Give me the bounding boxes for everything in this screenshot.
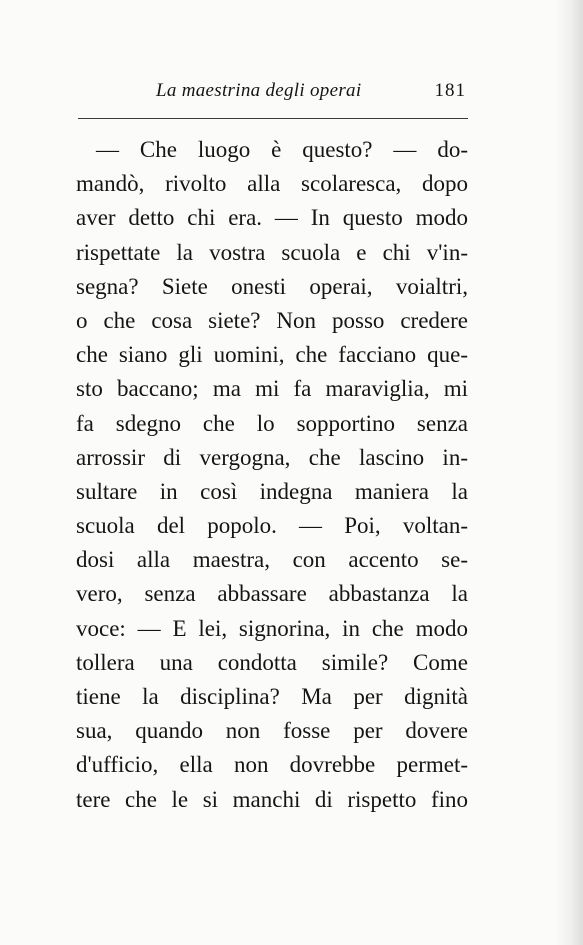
- text-line: che siano gli uomini, che facciano que-: [76, 342, 468, 368]
- text-line: segna? Siete onesti operai, voialtri,: [76, 273, 468, 299]
- running-title: La maestrina degli operai: [156, 80, 362, 101]
- text-line: sto baccano; ma mi fa maraviglia, mi: [76, 376, 468, 402]
- page-header: [78, 80, 466, 108]
- text-line: sua, quando non fosse per dovere: [76, 718, 468, 744]
- page-edge-shadow: [555, 0, 583, 945]
- text-line: fa sdegno che lo sopportino senza: [76, 410, 468, 436]
- page-number: 181: [434, 80, 466, 101]
- header-rule: [78, 118, 468, 119]
- text-line: vero, senza abbassare abbastanza la: [76, 581, 468, 607]
- text-line: tollera una condotta simile? Come: [76, 649, 468, 675]
- text-line: tere che le si manchi di rispetto fino: [76, 786, 468, 812]
- text-line: tiene la disciplina? Ma per dignità: [76, 684, 468, 709]
- text-line: aver detto chi era. — In questo modo: [76, 205, 468, 231]
- text-line: scuola del popolo. — Poi, voltan-: [76, 513, 468, 539]
- text-line: arrossir di vergogna, che lascino in-: [76, 444, 468, 470]
- text-line: sultare in così indegna maniera la: [76, 478, 468, 504]
- text-line: d'ufficio, ella non dovrebbe permet-: [76, 752, 468, 778]
- text-line: voce: — E lei, signorina, in che modo: [76, 615, 468, 641]
- text-line: rispettate la vostra scuola e chi v'in-: [76, 239, 468, 265]
- text-line: — Che luogo è questo? — do-: [96, 137, 468, 162]
- text-line: mandò, rivolto alla scolaresca, dopo: [76, 171, 468, 197]
- text-line: o che cosa siete? Non posso credere: [76, 307, 468, 333]
- body-text: [76, 133, 468, 817]
- text-line: dosi alla maestra, con accento se-: [76, 547, 468, 573]
